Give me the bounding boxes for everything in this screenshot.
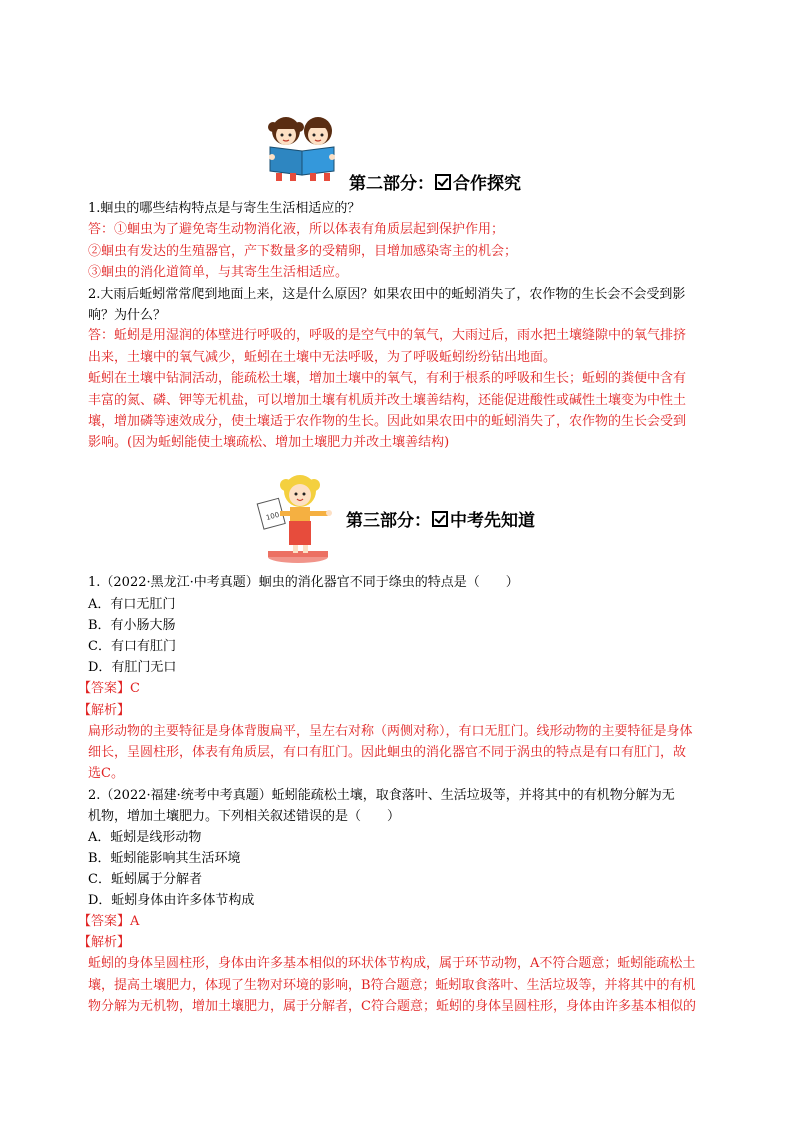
q1-analysis-line2: 细长，呈圆柱形，体表有角质层，有口有肛门。因此蛔虫的消化器官不同于涡虫的特点是有口有肛门，故 <box>88 745 687 760</box>
section3-question-2-line1: 2.（2022·福建·统考中考真题）蚯蚓能疏松土壤，取食落叶、生活垃圾等，并将其中的有机物分解为无 <box>88 788 675 803</box>
section2-answer-1-line1: 答：①蛔虫为了避免寄生动物消化液，所以体表有角质层起到保护作用； <box>88 222 505 237</box>
section2-answer-2-line3: 蚯蚓在土壤中钻洞活动，能疏松土壤，增加土壤中的氧气，有利于根系的呼吸和生长；蚯蚓的粪便中含有 <box>88 371 687 386</box>
section2-question-2-line1: 2.大雨后蚯蚓常常爬到地面上来，这是什么原因？如果农田中的蚯蚓消失了，农作物的生长会不会受到影 <box>88 287 686 302</box>
q2-answer: 【答案】A <box>78 914 140 929</box>
q1-option-d: D．有肛门无口 <box>88 660 177 675</box>
section3-heading-text: 中考先知道 <box>450 511 535 531</box>
section2-heading-text: 合作探究 <box>453 174 521 194</box>
q2-option-b: B．蚯蚓能影响其生活环境 <box>88 851 241 866</box>
section2-answer-1-line3: ③蛔虫的消化道简单，与其寄生生活相适应。 <box>88 265 349 280</box>
checkbox-icon <box>435 174 451 190</box>
q2-option-a: A．蚯蚓是线形动物 <box>88 830 202 845</box>
section2-question-2-line2: 响？为什么？ <box>88 308 167 323</box>
section2-answer-2-line5: 壤，增加磷等速效成分，使土壤适于农作物的生长。因此如果农田中的蚯蚓消失了，农作物的生长会受到 <box>88 414 687 429</box>
section3-question-2-line2: 机物，增加土壤肥力。下列相关叙述错误的是（ ） <box>88 809 401 824</box>
q2-analysis-line1: 蚯蚓的身体呈圆柱形，身体由许多基本相似的环状体节构成，属于环节动物，A不符合题意；蚯蚓能疏松土 <box>88 956 696 971</box>
section2-answer-2-line6: 影响。(因为蚯蚓能使土壤疏松、增加土壤肥力并改土壤善结构) <box>88 435 450 450</box>
checkbox-icon <box>432 511 448 527</box>
section2-answer-1-line2: ②蛔虫有发达的生殖器官，产下数量多的受精卵，目增加感染寄主的机会； <box>88 244 518 259</box>
q1-option-a: A．有口无肛门 <box>88 597 176 612</box>
section2-heading <box>349 172 521 196</box>
q2-analysis-line2: 壤，提高土壤肥力，体现了生物对环境的影响，B符合题意；蚯蚓取食落叶、生活垃圾等，并将其中的有机 <box>88 978 696 993</box>
q1-analysis-label: 【解析】 <box>78 703 131 718</box>
sign-text: 100 <box>265 510 281 523</box>
q1-answer: 【答案】C <box>78 681 140 696</box>
q2-analysis-label: 【解析】 <box>78 935 131 950</box>
section2-answer-2-line4: 丰富的氮、磷、钾等无机盐，可以增加土壤有机质并改土壤善结构，还能促进酸性或碱性土壤变为中性土 <box>88 393 687 408</box>
q1-analysis-line1: 扁形动物的主要特征是身体背腹扁平，呈左右对称（两侧对称），有口无肛门。线形动物的主要特征是身体 <box>88 724 693 739</box>
q2-option-c: C．蚯蚓属于分解者 <box>88 872 202 887</box>
q2-analysis-line3: 物分解为无机物，增加土壤肥力，属于分解者，C符合题意；蚯蚓的身体呈圆柱形，身体由许多基本相似的 <box>88 999 696 1014</box>
q1-option-b: B．有小肠大肠 <box>88 618 176 633</box>
section2-question-1: 1.蛔虫的哪些结构特点是与寄生生活相适应的？ <box>88 201 361 216</box>
q1-analysis-line3: 选C。 <box>88 766 124 781</box>
girl-with-sign-illustration <box>256 469 338 565</box>
section3-heading <box>346 509 535 533</box>
q1-option-c: C．有口有肛门 <box>88 639 176 654</box>
section2-answer-2-line1: 答：蚯蚓是用湿润的体壁进行呼吸的，呼吸的是空气中的氧气，大雨过后，雨水把土壤缝隙中的氧气排挤 <box>88 328 687 343</box>
q2-option-d: D．蚯蚓身体由许多体节构成 <box>88 893 255 908</box>
kids-reading-illustration <box>262 113 344 185</box>
section2-answer-2-line2: 出来，土壤中的氧气减少，蚯蚓在土壤中无法呼吸，为了呼吸蚯蚓纷纷钻出地面。 <box>88 350 557 365</box>
section3-question-1: 1.（2022·黑龙江·中考真题）蛔虫的消化器官不同于绦虫的特点是（ ） <box>88 575 519 590</box>
section2-heading-prefix: 第二部分： <box>349 174 434 194</box>
section3-heading-prefix: 第三部分： <box>346 511 431 531</box>
